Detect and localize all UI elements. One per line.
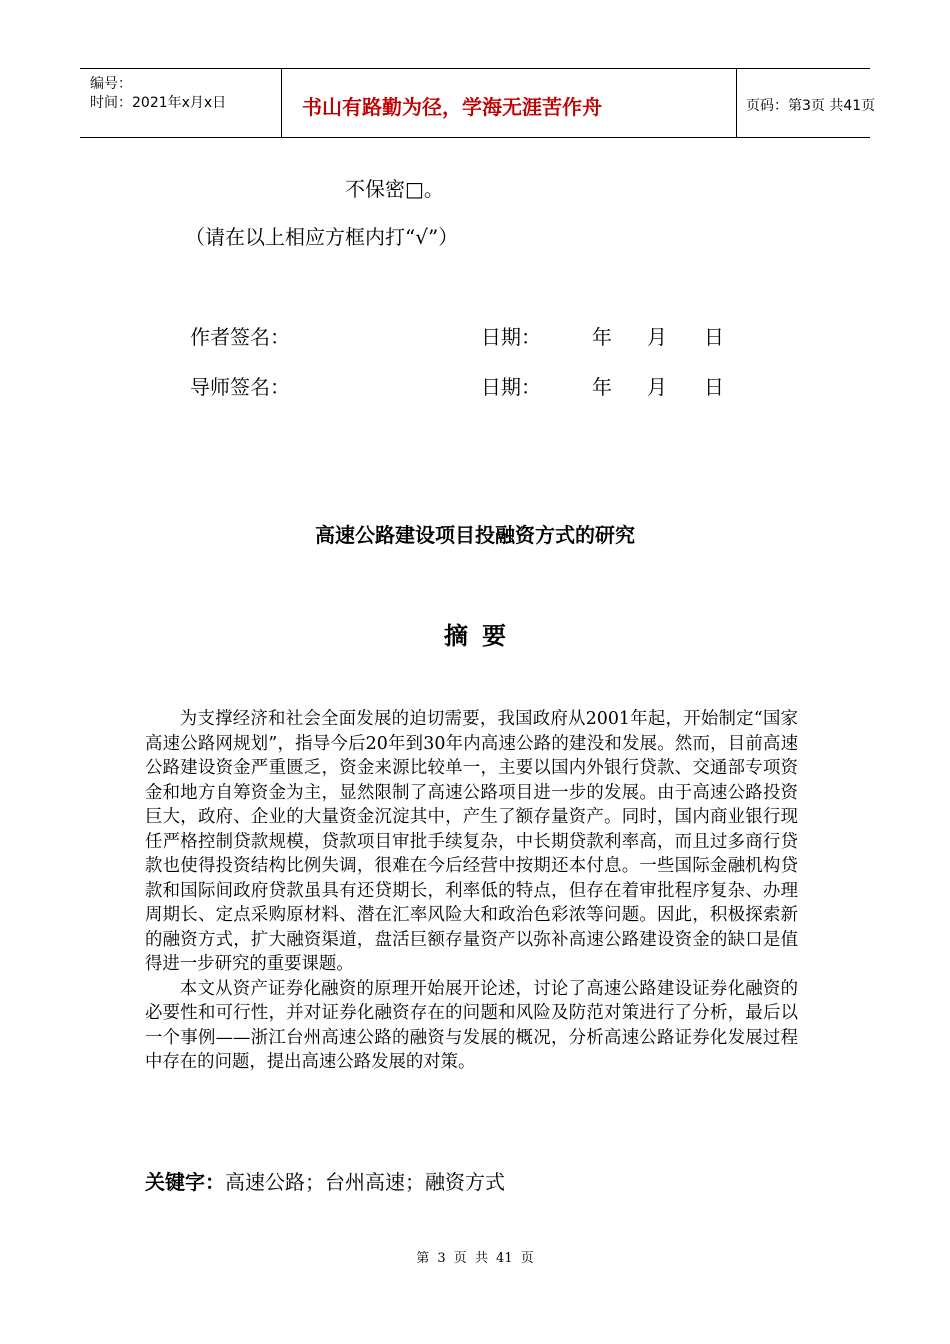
motto-text: 书山有路勤为径，学海无涯苦作舟 — [302, 95, 602, 119]
author-day-label: 日 — [704, 325, 724, 349]
advisor-signature-label: 导师签名： — [190, 375, 290, 399]
date-label: 时间：2021年x月x日 — [90, 95, 227, 111]
author-year-label: 年 — [592, 325, 612, 349]
abstract-paragraph-1: 为支撑经济和社会全面发展的迫切需要，我国政府从2001年起，开始制定“国家高速公路网规划”，指导今后20年到30年内高速公路的建没和发展。然而，目前高速公路建设资金严重匮乏，资金来源比较单一，主要以国内外银行贷款、交通部专项资金和地方自筹资金为主，显然限制了高速公路项目进一步的发展。由于高速公路投资巨大，政府、企业的大量资金沉淀其中，产生了额存量资产。同时，国内商业银行现任严格控制贷款规模，贷款项目审批手续复杂，中长期贷款利率高，而且过多商行贷款也使得投资结构比例失调，很难在今后经营中按期还本付息。一些国际金融机构贷款和国际间政府贷款虽具有还贷期长，利率低的特点，但存在着审批程序复杂、办理周期长、定点采购原材料、潜在汇率风险大和政治色彩浓等问题。因此，积极探索新的融资方式，扩大融资渠道，盘活巨额存量资产以弥补高速公路建设资金的缺口是值得进一步研究的重要课题。 — [145, 709, 798, 974]
paper-title: 高速公路建设项目投融资方式的研究 — [315, 523, 635, 547]
abstract-heading: 摘要 — [444, 622, 520, 650]
author-month-label: 月 — [647, 325, 667, 349]
advisor-date-label: 日期： — [481, 375, 541, 399]
keywords-value: 高速公路；台州高速；融资方式 — [225, 1170, 505, 1194]
page-footer: 第 3 页 共 41 页 — [416, 1251, 534, 1266]
checkbox-instruction: （请在以上相应方框内打“√”） — [185, 225, 459, 249]
not-secret-option: 不保密□。 — [345, 177, 444, 201]
keywords-label: 关键字： — [145, 1170, 225, 1194]
header-left-cell — [80, 69, 281, 137]
page-info: 页码：第3页 共41页 — [746, 98, 876, 114]
abstract-body — [145, 707, 798, 1075]
advisor-year-label: 年 — [592, 375, 612, 399]
serial-number-label: 编号： — [90, 76, 132, 92]
abstract-paragraph-2: 本文从资产证券化融资的原理开始展开论述，讨论了高速公路建设证券化融资的必要性和可行性，并对证券化融资存在的问题和风险及防范对策进行了分析，最后以一个事例——浙江台州高速公路的融资与发展的概况，分析高速公路证券化发展过程中存在的问题，提出高速公路发展的对策。 — [145, 978, 798, 1072]
advisor-day-label: 日 — [704, 375, 724, 399]
header-right-cell — [736, 69, 876, 137]
header-motto-cell — [281, 69, 737, 137]
author-date-label: 日期： — [481, 325, 541, 349]
advisor-month-label: 月 — [647, 375, 667, 399]
keywords-line — [145, 1166, 505, 1195]
author-signature-label: 作者签名： — [190, 325, 290, 349]
header-table — [80, 68, 876, 138]
